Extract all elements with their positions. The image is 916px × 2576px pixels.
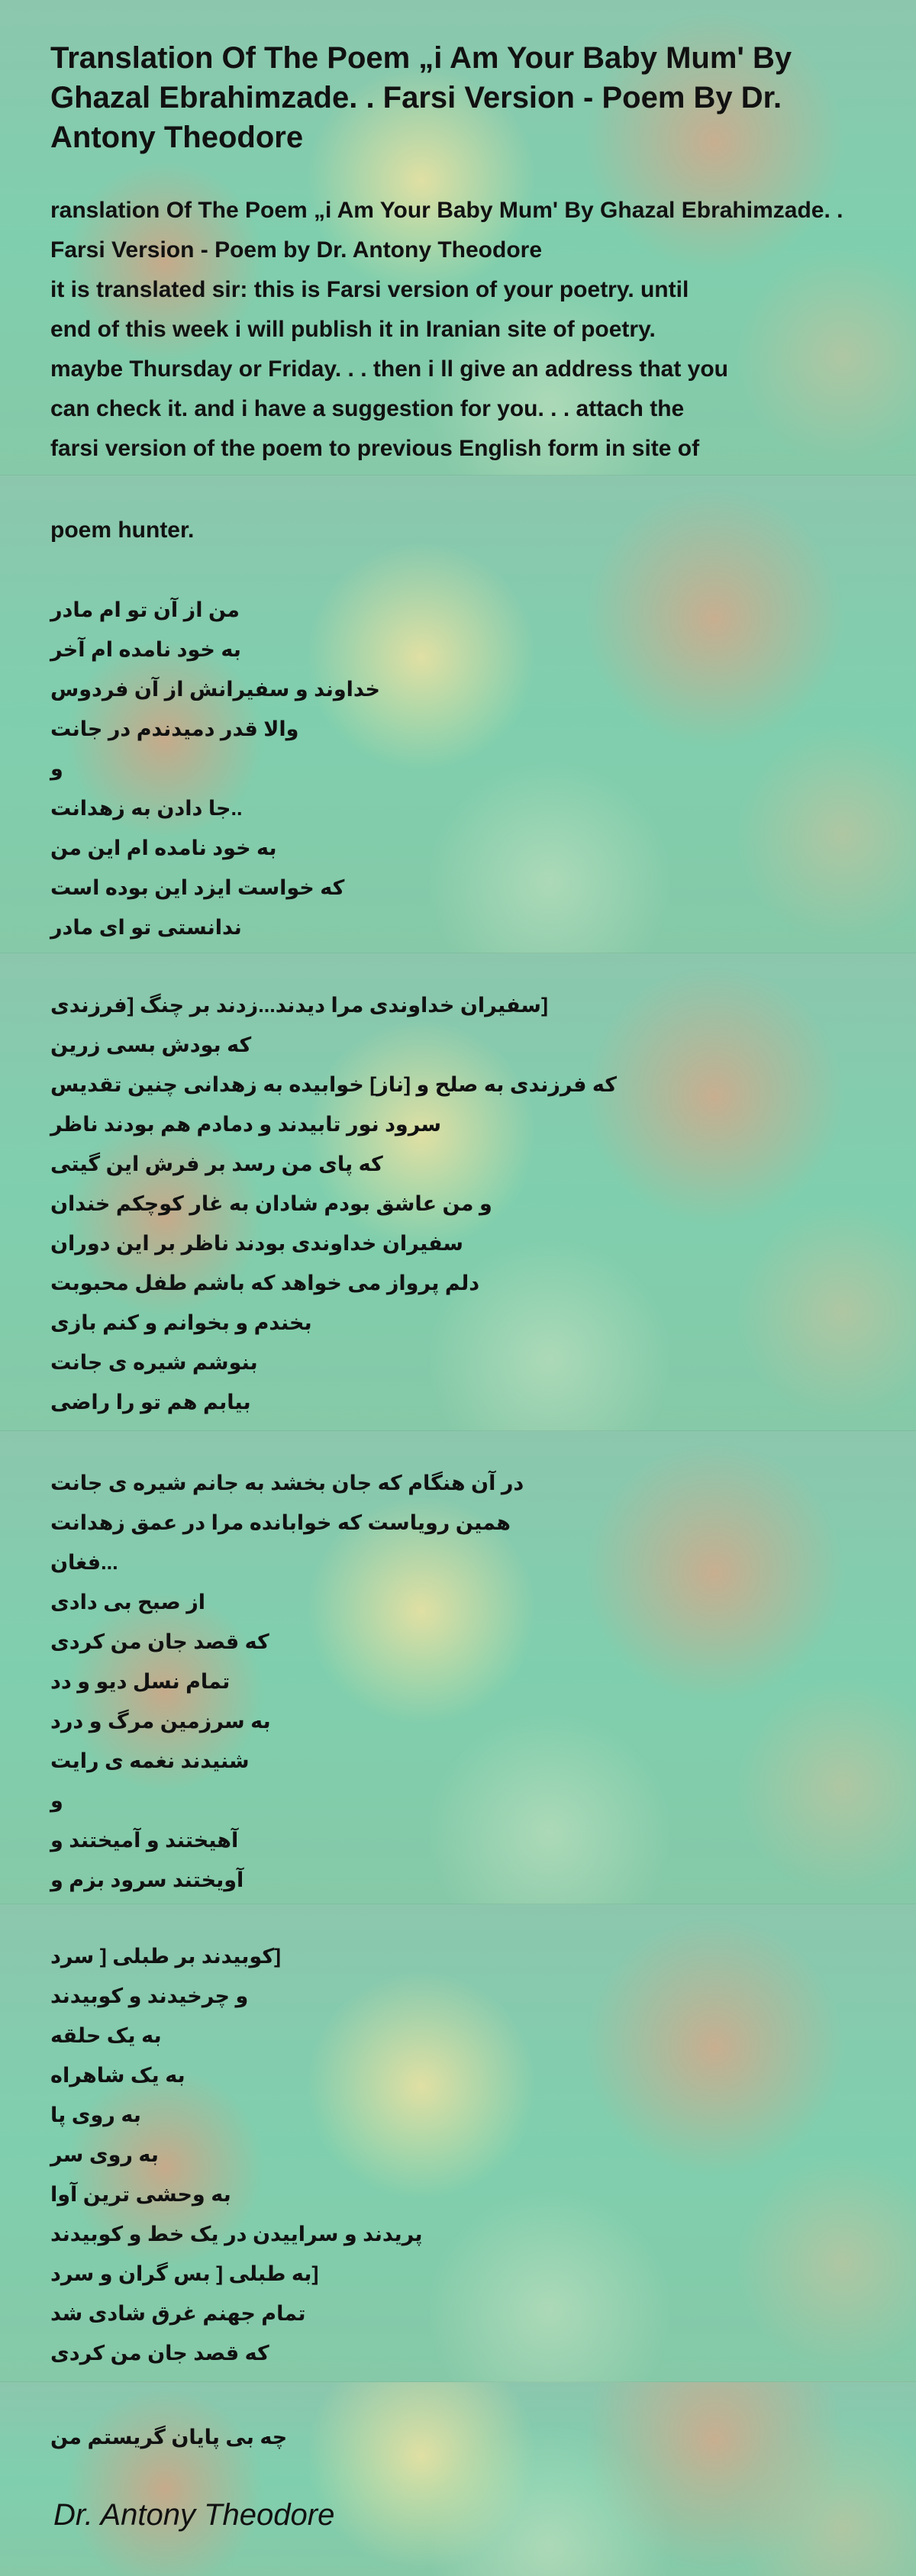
poem-line: و — [50, 1789, 63, 1812]
poem-line: [سفیران خداوندی مرا دیدند...زدند بر چنگ [فرزندی — [50, 994, 548, 1017]
poem-panel-3 — [0, 1430, 916, 1904]
poem-line: ندانستی تو ای مادر — [50, 916, 242, 939]
poem-line: به سرزمین مرگ و درد — [50, 1710, 271, 1733]
poem-line: بنوشم شیره ی جانت — [50, 1351, 258, 1374]
intro-line: maybe Thursday or Friday. . . then i ll give an address that you — [50, 356, 729, 382]
poem-line: به روی پا — [50, 2104, 141, 2126]
poem-line: ...فغان — [50, 1551, 118, 1574]
intro-line: end of this week i will publish it in Iranian site of poetry. — [50, 317, 656, 342]
poem-line: به خود نامده ام آخر — [50, 638, 241, 661]
poem-panel-4 — [0, 1904, 916, 2382]
poem-line: چه بی پایان گریستم من — [50, 2426, 288, 2449]
poem-line: شنیدند نغمه ی رایت — [50, 1749, 250, 1772]
intro-line: it is translated sir: this is Farsi version of your poetry. until — [50, 277, 689, 302]
poem-line: [کوبیدند بر طبلی [ سرد — [50, 1945, 282, 1968]
author-signature: Dr. Antony Theodore — [53, 2498, 335, 2532]
poem-line: همین رویاست که خوابانده مرا در عمق زهدانت — [50, 1511, 511, 1534]
poem-line: تمام جهنم غرق شادی شد — [50, 2302, 306, 2325]
poem-intro — [50, 191, 890, 469]
poem-line: که قصد جان من کردی — [50, 2342, 269, 2365]
poem-line: [به طبلی [ بس گران و سرد — [50, 2262, 319, 2285]
poem-line: تمام نسل دیو و دد — [50, 1670, 231, 1693]
poem-line: دلم پرواز می خواهد که باشم طفل محبوبت — [50, 1272, 480, 1294]
poem-line: که خواست ایزد این بوده است — [50, 876, 345, 899]
poem-panel-1 — [0, 475, 916, 953]
poem-line: والا قدر دمیدندم در جانت — [50, 717, 299, 740]
poem-line: به خود نامده ام این من — [50, 837, 277, 859]
poem-line: و من عاشق بودم شادان به غار کوچکم خندان — [50, 1192, 492, 1215]
poem-line: من از آن تو ام مادر — [50, 598, 240, 621]
poem-line: که فرزندی به صلح و [ناز] خوابیده به زهدانی چنین تقدیس — [50, 1073, 617, 1096]
poem-line: سرود نور تابیدند و دمادم هم بودند ناظر — [50, 1113, 442, 1136]
poem-line: بخندم و بخوانم و کنم بازی — [50, 1311, 312, 1334]
poem-line: به وحشی ترین آوا — [50, 2183, 231, 2206]
poem-line: که بودش بسی زرین — [50, 1033, 252, 1056]
poem-footer-panel — [0, 2381, 916, 2576]
intro-line: ranslation Of The Poem „i Am Your Baby Mum' By Ghazal Ebrahimzade. . — [50, 198, 843, 223]
stanza-3 — [50, 1463, 890, 1900]
intro-line: Farsi Version - Poem by Dr. Antony Theodore — [50, 237, 543, 263]
stanza-1 — [50, 511, 890, 947]
poem-line: و — [50, 757, 63, 780]
closing-stanza — [50, 2417, 890, 2457]
poem-line: ..جا دادن به زهدانت — [50, 797, 243, 820]
poem-line: پریدند و سراییدن در یک خط و کوبیدند — [50, 2223, 423, 2246]
poem-line: به یک حلقه — [50, 2024, 162, 2047]
poem-header-panel — [0, 0, 916, 475]
poem-line: از صبح بی دادی — [50, 1591, 206, 1614]
poem-line: poem hunter. — [50, 517, 195, 543]
poem-panel-2 — [0, 953, 916, 1431]
poem-line: سفیران خداوندی بودند ناظر بر این دوران — [50, 1232, 463, 1255]
intro-line: farsi version of the poem to previous English form in site of — [50, 436, 700, 461]
poem-line: آهیختند و آمیختند و — [50, 1829, 239, 1852]
poem-line: آویختند سرود بزم و — [50, 1868, 244, 1891]
poem-line: که قصد جان من کردی — [50, 1630, 269, 1653]
poem-title: Translation Of The Poem „i Am Your Baby Mum' By Ghazal Ebrahimzade. . Farsi Version - Poem By Dr. Antony Theodore — [50, 41, 792, 154]
poem-line-blank — [50, 550, 890, 590]
poem-line: به یک شاهراه — [50, 2064, 185, 2087]
intro-line: can check it. and i have a suggestion for you. . . attach the — [50, 396, 685, 421]
poem-line: و چرخیدند و کوبیدند — [50, 1984, 249, 2007]
poem-line: بیابم هم تو را راضی — [50, 1391, 251, 1414]
poem-line: به روی سر — [50, 2143, 159, 2166]
poem-line: که پای من رسد بر فرش این گیتی — [50, 1153, 383, 1175]
poem-line: خداوند و سفیرانش از آن فردوس — [50, 678, 380, 701]
stanza-2 — [50, 985, 890, 1422]
stanza-4 — [50, 1936, 890, 2373]
poem-line: در آن هنگام که جان بخشد به جانم شیره ی جانت — [50, 1472, 524, 1494]
